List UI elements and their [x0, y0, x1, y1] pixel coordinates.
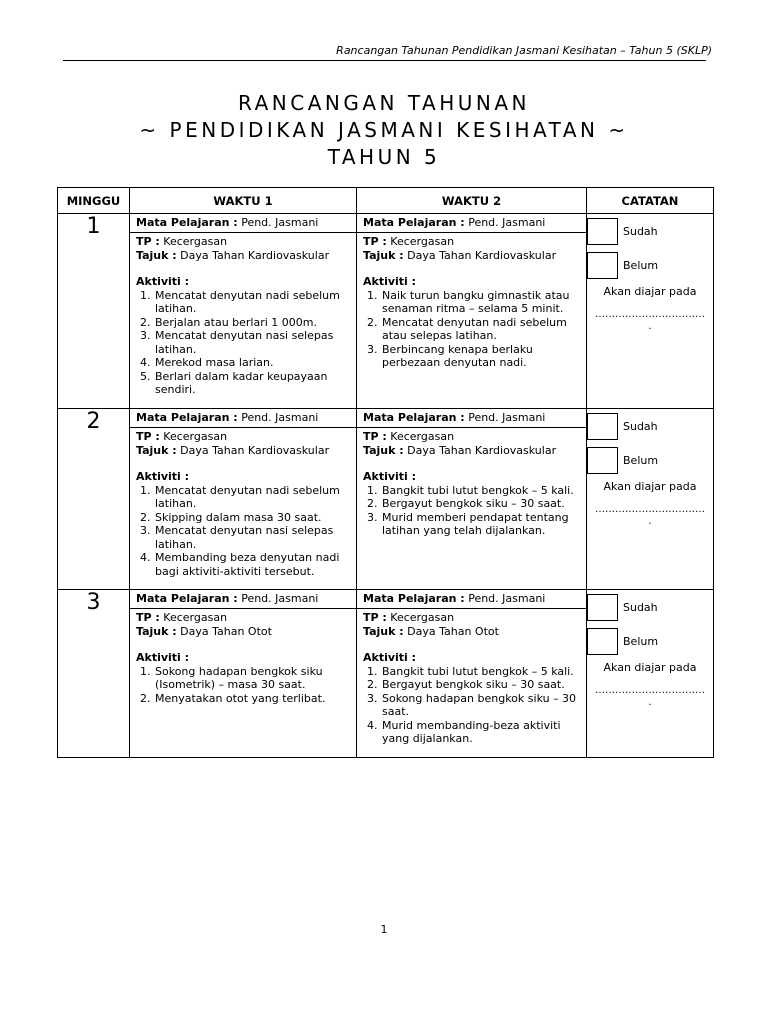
subject-value: Pend. Jasmani [468, 216, 546, 229]
date-blank-line: …………………………… [595, 309, 705, 320]
week-number: 3 [58, 590, 130, 758]
subject-label: Mata Pelajaran : [136, 411, 238, 424]
subject-line [130, 214, 356, 233]
tp-label: TP : [363, 430, 387, 443]
subject-value: Pend. Jasmani [241, 411, 319, 424]
subject-label: Mata Pelajaran : [363, 592, 465, 605]
belum-label: Belum [623, 634, 659, 648]
activity-item: 1. Naik turun bangku gimnastik atau senaman ritma – selama 5 minit. [381, 289, 580, 316]
tp-line [136, 430, 350, 444]
date-blank-line: …………………………… [595, 504, 705, 515]
week-row [58, 409, 714, 590]
waktu1-cell [130, 214, 357, 409]
tp-value: Kecergasan [390, 430, 455, 443]
col-header-waktu1: WAKTU 1 [130, 188, 357, 214]
catatan-cell [587, 409, 714, 590]
activity-item: 3. Berbincang kenapa berlaku perbezaan denyutan nadi. [381, 343, 580, 370]
subject-line [130, 409, 356, 428]
belum-label: Belum [623, 258, 659, 272]
aktiviti-heading: Aktiviti : [363, 470, 417, 483]
belum-label: Belum [623, 453, 659, 467]
table-header-row [58, 188, 714, 214]
week-row [58, 214, 714, 409]
date-blank-line: …………………………… [595, 685, 705, 696]
date-blank-end: . [648, 697, 652, 708]
tp-line [136, 235, 350, 249]
aktiviti-heading: Aktiviti : [136, 470, 190, 483]
activity-item: 4. Membanding beza denyutan nadi bagi aktiviti-aktiviti tersebut. [154, 551, 350, 578]
sudah-row [587, 214, 713, 248]
title-line-1: RANCANGAN TAHUNAN [238, 91, 530, 115]
akan-diajar-label: Akan diajar pada [603, 661, 697, 674]
sudah-label: Sudah [623, 224, 658, 238]
activity-item: 2. Menyatakan otot yang terlibat. [154, 692, 350, 706]
tp-label: TP : [136, 430, 160, 443]
tajuk-line [136, 625, 350, 639]
subject-line [357, 590, 586, 609]
catatan-cell [587, 214, 714, 409]
belum-checkbox[interactable] [587, 447, 618, 474]
col-header-waktu2: WAKTU 2 [357, 188, 587, 214]
activity-item: 1. Mencatat denyutan nadi sebelum latihan. [154, 289, 350, 316]
tp-label: TP : [363, 611, 387, 624]
sudah-label: Sudah [623, 419, 658, 433]
tajuk-value: Daya Tahan Kardiovaskular [407, 248, 557, 262]
sudah-row [587, 590, 713, 624]
tp-label: TP : [136, 235, 160, 248]
tp-value: Kecergasan [163, 235, 228, 248]
tajuk-value: Daya Tahan Kardiovaskular [407, 443, 557, 457]
tajuk-label: Tajuk : [136, 248, 177, 262]
aktiviti-heading: Aktiviti : [136, 651, 190, 664]
tajuk-line [136, 249, 350, 263]
waktu1-cell [130, 590, 357, 758]
activity-item: 3. Sokong hadapan bengkok siku – 30 saat. [381, 692, 580, 719]
waktu2-cell [357, 214, 587, 409]
belum-checkbox[interactable] [587, 628, 618, 655]
akan-diajar-label: Akan diajar pada [603, 285, 697, 298]
date-blank-end: . [648, 516, 652, 527]
activity-item: 2. Berjalan atau berlari 1 000m. [154, 316, 350, 330]
activity-list [136, 484, 350, 579]
activity-item: 2. Bergayut bengkok siku – 30 saat. [381, 678, 580, 692]
tajuk-value: Daya Tahan Kardiovaskular [180, 248, 330, 262]
activity-item: 1. Bangkit tubi lutut bengkok – 5 kali. [381, 665, 580, 679]
week-row [58, 590, 714, 758]
subject-line [357, 409, 586, 428]
activity-item: 3. Mencatat denyutan nasi selepas latihan. [154, 524, 350, 551]
belum-row [587, 624, 713, 658]
tp-label: TP : [136, 611, 160, 624]
catatan-cell [587, 590, 714, 758]
activity-item: 1. Mencatat denyutan nadi sebelum latihan. [154, 484, 350, 511]
col-header-minggu: MINGGU [58, 188, 130, 214]
sudah-checkbox[interactable] [587, 218, 618, 245]
waktu2-cell [357, 590, 587, 758]
tajuk-label: Tajuk : [136, 443, 177, 457]
tajuk-value: Daya Tahan Kardiovaskular [180, 443, 330, 457]
tp-label: TP : [363, 235, 387, 248]
document-title [0, 90, 768, 171]
tajuk-label: Tajuk : [363, 443, 404, 457]
tp-value: Kecergasan [390, 611, 455, 624]
belum-row [587, 248, 713, 282]
tajuk-label: Tajuk : [363, 248, 404, 262]
activity-item: 2. Bergayut bengkok siku – 30 saat. [381, 497, 580, 511]
aktiviti-heading: Aktiviti : [363, 275, 417, 288]
tajuk-value: Daya Tahan Otot [407, 624, 499, 638]
akan-diajar-label: Akan diajar pada [603, 480, 697, 493]
belum-checkbox[interactable] [587, 252, 618, 279]
subject-value: Pend. Jasmani [241, 216, 319, 229]
week-number: 1 [58, 214, 130, 409]
tajuk-value: Daya Tahan Otot [180, 624, 272, 638]
belum-row [587, 443, 713, 477]
activity-item: 1. Bangkit tubi lutut bengkok – 5 kali. [381, 484, 580, 498]
date-blank-end: . [648, 321, 652, 332]
aktiviti-heading: Aktiviti : [136, 275, 190, 288]
subject-label: Mata Pelajaran : [136, 592, 238, 605]
page-number: 1 [380, 923, 388, 936]
tp-line [363, 235, 580, 249]
running-header: Rancangan Tahunan Pendidikan Jasmani Kesihatan – Tahun 5 (SKLP) [336, 44, 712, 57]
activity-item: 4. Murid membanding-beza aktiviti yang dijalankan. [381, 719, 580, 746]
activity-list [363, 665, 580, 746]
tp-value: Kecergasan [163, 430, 228, 443]
tp-line [363, 611, 580, 625]
tajuk-line [363, 444, 580, 458]
activity-item: 2. Skipping dalam masa 30 saat. [154, 511, 350, 525]
tajuk-line [363, 249, 580, 263]
week-number: 2 [58, 409, 130, 590]
tajuk-label: Tajuk : [136, 624, 177, 638]
activity-item: 5. Berlari dalam kadar keupayaan sendiri. [154, 370, 350, 397]
tajuk-line [136, 444, 350, 458]
col-header-catatan: CATATAN [587, 188, 714, 214]
tp-value: Kecergasan [390, 235, 455, 248]
subject-value: Pend. Jasmani [468, 411, 546, 424]
plan-table [57, 187, 714, 758]
subject-line [357, 214, 586, 233]
activity-list [363, 289, 580, 370]
title-line-3: TAHUN 5 [327, 145, 441, 169]
activity-item: 2. Mencatat denyutan nadi sebelum atau selepas latihan. [381, 316, 580, 343]
subject-label: Mata Pelajaran : [136, 216, 238, 229]
subject-label: Mata Pelajaran : [363, 216, 465, 229]
activity-list [136, 665, 350, 706]
tajuk-label: Tajuk : [363, 624, 404, 638]
tp-line [363, 430, 580, 444]
waktu2-cell [357, 409, 587, 590]
activity-item: 4. Merekod masa larian. [154, 356, 350, 370]
header-rule [63, 60, 706, 61]
title-line-2: ~ PENDIDIKAN JASMANI KESIHATAN ~ [139, 118, 629, 142]
aktiviti-heading: Aktiviti : [363, 651, 417, 664]
tajuk-line [363, 625, 580, 639]
sudah-label: Sudah [623, 600, 658, 614]
subject-value: Pend. Jasmani [468, 592, 546, 605]
sudah-row [587, 409, 713, 443]
subject-label: Mata Pelajaran : [363, 411, 465, 424]
activity-item: 3. Murid memberi pendapat tentang latihan yang telah dijalankan. [381, 511, 580, 538]
tp-line [136, 611, 350, 625]
subject-value: Pend. Jasmani [241, 592, 319, 605]
activity-list [363, 484, 580, 538]
sudah-checkbox[interactable] [587, 594, 618, 621]
activity-item: 3. Mencatat denyutan nasi selepas latihan. [154, 329, 350, 356]
waktu1-cell [130, 409, 357, 590]
tp-value: Kecergasan [163, 611, 228, 624]
sudah-checkbox[interactable] [587, 413, 618, 440]
activity-item: 1. Sokong hadapan bengkok siku (Isometrik) – masa 30 saat. [154, 665, 350, 692]
subject-line [130, 590, 356, 609]
activity-list [136, 289, 350, 397]
